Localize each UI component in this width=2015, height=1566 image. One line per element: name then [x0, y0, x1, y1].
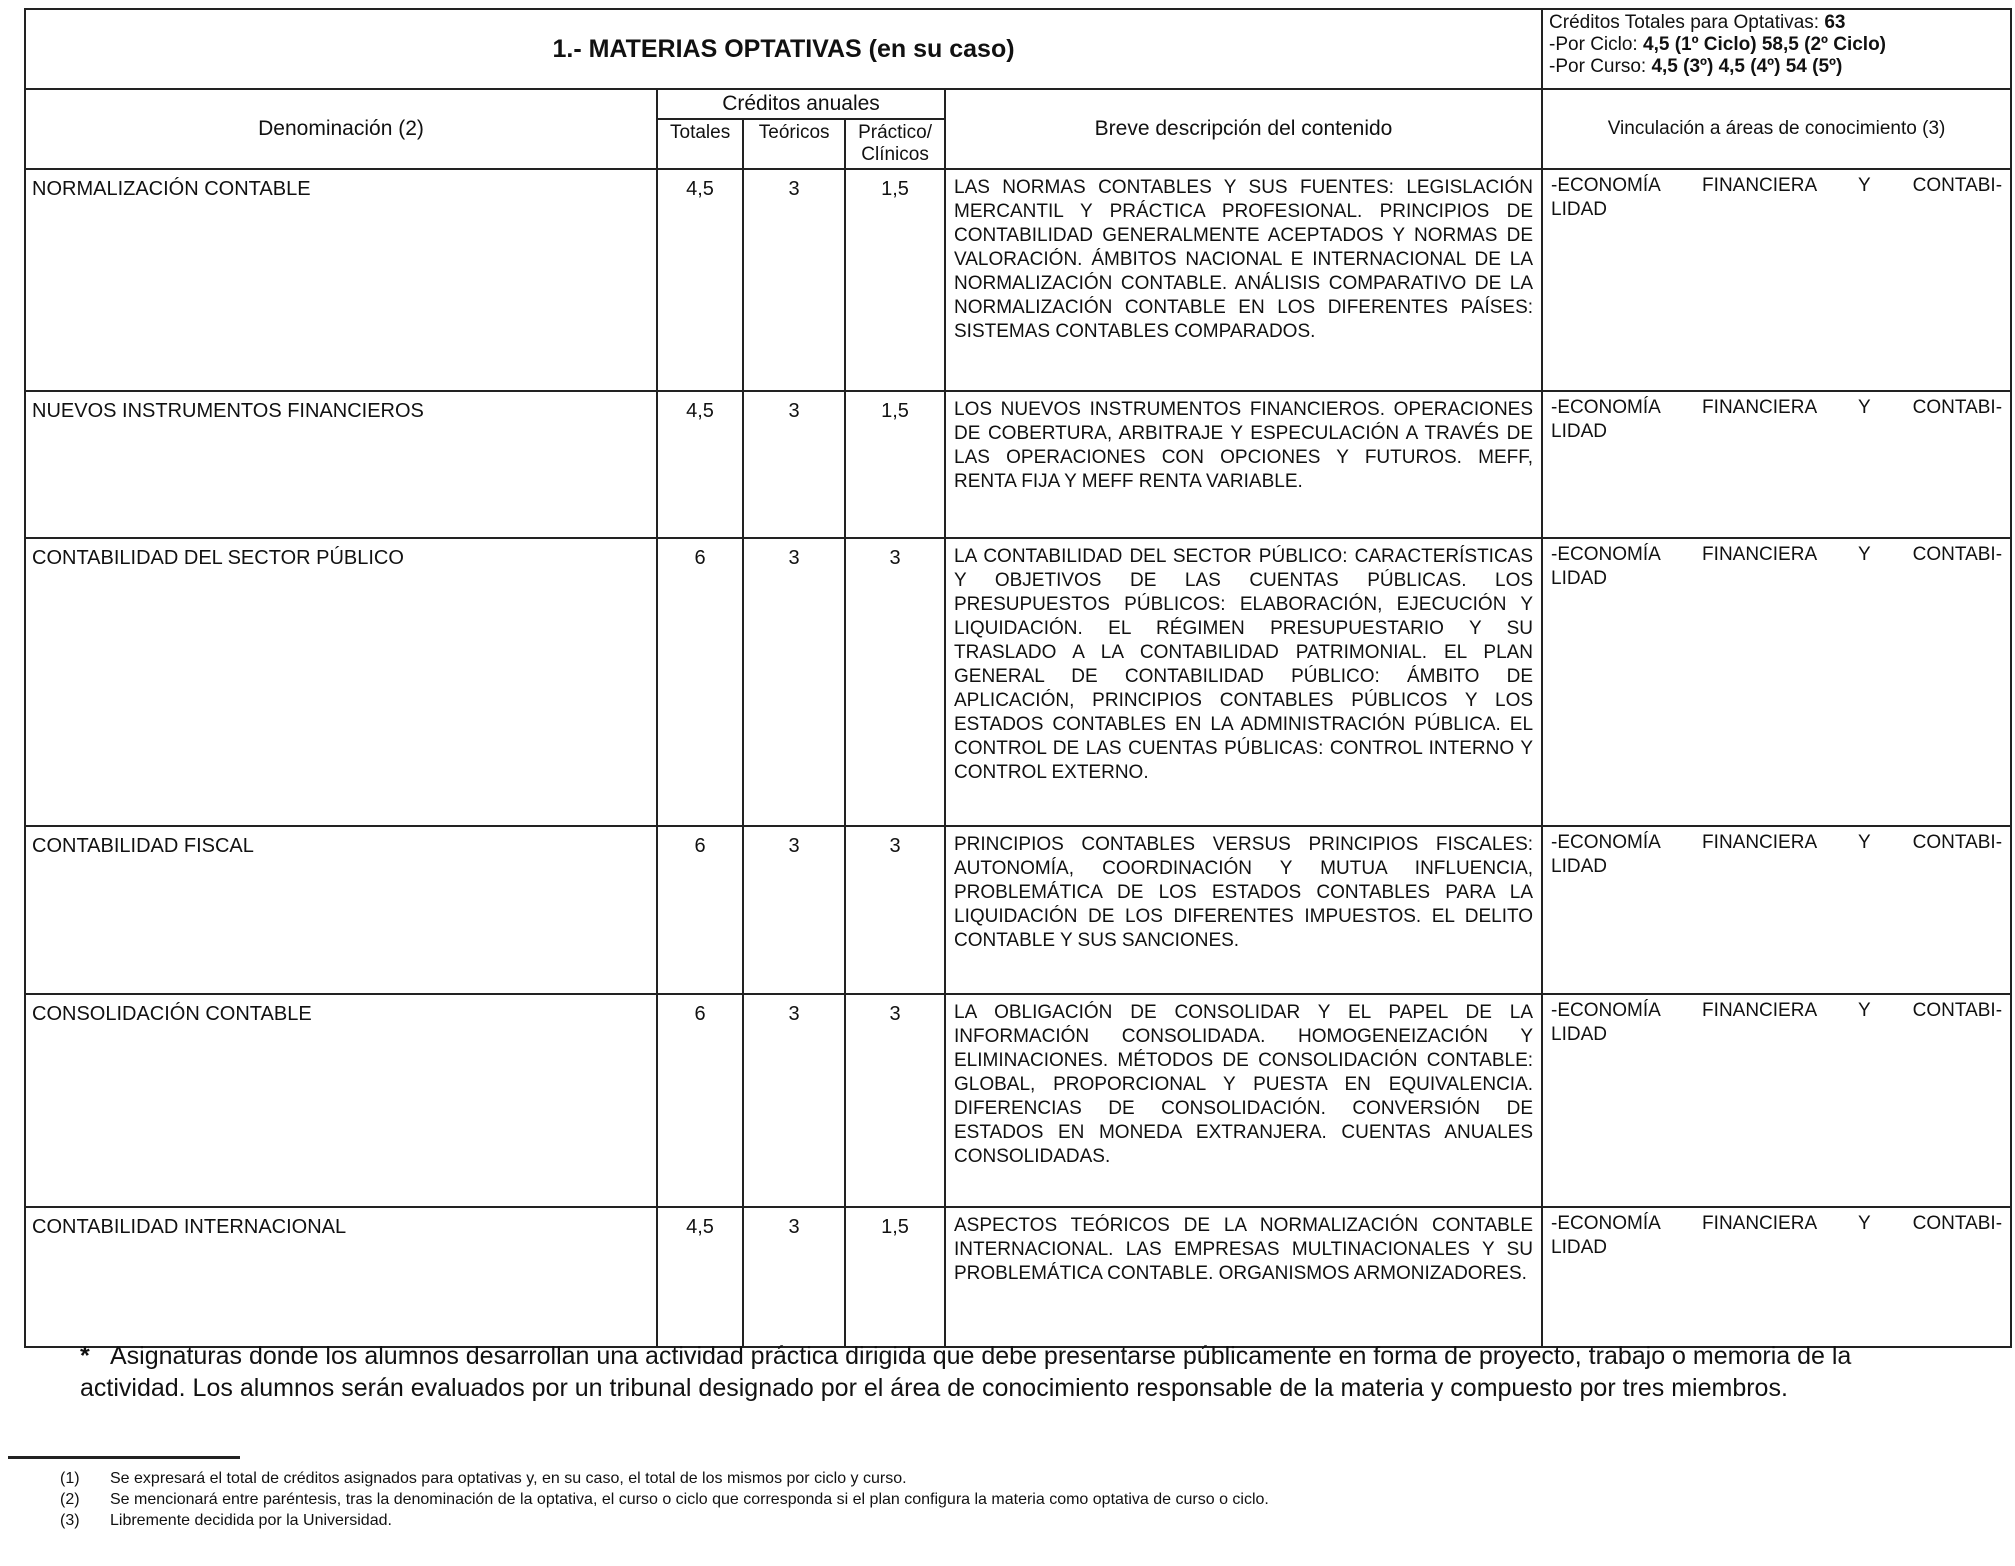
row-name: CONTABILIDAD INTERNACIONAL: [25, 1207, 657, 1347]
row-description: LAS NORMAS CONTABLES Y SUS FUENTES: LEGISLACIÓN MERCANTIL Y PRÁCTICA PROFESIONAL. PRINCIPIOS DE CONTABILIDAD GENERALMENTE ACEPTADOS Y NORMAS DE VALORACIÓN. ÁMBITOS NACIONAL E INTERNACIONAL DE LA NORMALIZACIÓN CONTABLE. ANÁLISIS COMPARATIVO DE LA NORMALIZACIÓN CONTABLE EN LOS DIFERENTES PAÍSES: SISTEMAS CONTABLES COMPARADOS.: [945, 169, 1542, 391]
col-vinculacion: Vinculación a áreas de conocimiento (3): [1542, 89, 2011, 169]
row-teoricos: 3: [743, 169, 845, 391]
col-practicos: Práctico/ Clínicos: [844, 120, 944, 168]
row-practicos: 1,5: [845, 169, 945, 391]
table-row: [25, 826, 2011, 994]
row-description: ASPECTOS TEÓRICOS DE LA NORMALIZACIÓN CONTABLE INTERNACIONAL. LAS EMPRESAS MULTINACIONALES Y SU PROBLEMÁTICA CONTABLE. ORGANISMOS ARMONIZADORES.: [945, 1207, 1542, 1347]
col-descripcion: Breve descripción del contenido: [945, 89, 1542, 169]
col-denominacion: Denominación (2): [25, 89, 657, 169]
por-ciclo-label: -Por Ciclo:: [1549, 34, 1638, 55]
document-sheet: [24, 8, 2010, 1348]
row-area-line2: LIDAD: [1551, 199, 1607, 220]
col-teoricos: Teóricos: [742, 120, 844, 168]
footnote-item: [60, 1468, 1269, 1489]
row-description: LA OBLIGACIÓN DE CONSOLIDAR Y EL PAPEL DE LA INFORMACIÓN CONSOLIDADA. HOMOGENEIZACIÓN Y ELIMINACIONES. MÉTODOS DE CONSOLIDACIÓN CONTABLE: GLOBAL, PROPORCIONAL Y PUESTA EN EQUIVALENCIA. DIFERENCIAS DE CONSOLIDACIÓN. CONVERSIÓN DE ESTADOS EN MONEDA EXTRANJERA. CUENTAS ANUALES CONSOLIDADAS.: [945, 994, 1542, 1207]
footnote-text: Libremente decidida por la Universidad.: [110, 1512, 392, 1529]
row-totales: 4,5: [657, 169, 743, 391]
row-area-line1: -ECONOMÍA FINANCIERA Y CONTABI-: [1551, 832, 2003, 853]
row-area-line2: LIDAD: [1551, 1237, 1607, 1258]
footnotes-list: [60, 1468, 1269, 1531]
row-name: NUEVOS INSTRUMENTOS FINANCIEROS: [25, 391, 657, 538]
row-area-line1: -ECONOMÍA FINANCIERA Y CONTABI-: [1551, 1000, 2003, 1021]
page-title: 1.- MATERIAS OPTATIVAS (en su caso): [25, 9, 1542, 89]
row-practicos: 3: [845, 994, 945, 1207]
row-practicos: 1,5: [845, 1207, 945, 1347]
asterisk-symbol: *: [80, 1342, 90, 1370]
col-creditos-anuales: Créditos anuales: [658, 90, 944, 120]
totals-label: Créditos Totales para Optativas:: [1549, 12, 1820, 33]
footnote-number: (3): [60, 1512, 80, 1529]
footnote-item: [60, 1489, 1269, 1510]
row-area-line2: LIDAD: [1551, 856, 1607, 877]
row-area-line2: LIDAD: [1551, 421, 1607, 442]
footnote-text: Se mencionará entre paréntesis, tras la denominación de la optativa, el curso o ciclo que corresponda si el plan configura la materia como optativa de curso o ciclo.: [110, 1491, 1269, 1508]
row-area: [1542, 826, 2011, 994]
row-description: PRINCIPIOS CONTABLES VERSUS PRINCIPIOS FISCALES: AUTONOMÍA, COORDINACIÓN Y MUTUA INFLUENCIA, PROBLEMÁTICA DE LOS ESTADOS CONTABLES PARA LA LIQUIDACIÓN DE LOS DIFERENTES IMPUESTOS. EL DELITO CONTABLE Y SUS SANCIONES.: [945, 826, 1542, 994]
row-totales: 6: [657, 826, 743, 994]
col-creditos-group: [657, 89, 945, 169]
row-teoricos: 3: [743, 994, 845, 1207]
row-totales: 6: [657, 538, 743, 826]
row-area-line1: -ECONOMÍA FINANCIERA Y CONTABI-: [1551, 175, 2003, 196]
credit-totals-box: [1542, 9, 2011, 89]
row-area-line2: LIDAD: [1551, 1024, 1607, 1045]
table-row: [25, 169, 2011, 391]
row-description: LOS NUEVOS INSTRUMENTOS FINANCIEROS. OPERACIONES DE COBERTURA, ARBITRAJE Y ESPECULACIÓN A TRAVÉS DE LAS OPERACIONES CON OPCIONES Y FUTUROS. MEFF, RENTA FIJA Y MEFF RENTA VARIABLE.: [945, 391, 1542, 538]
row-teoricos: 3: [743, 1207, 845, 1347]
table-row: [25, 538, 2011, 826]
por-curso-label: -Por Curso:: [1549, 56, 1647, 77]
table-row: [25, 994, 2011, 1207]
row-area-line1: -ECONOMÍA FINANCIERA Y CONTABI-: [1551, 544, 2003, 565]
row-area: [1542, 1207, 2011, 1347]
creditos-subheaders: [658, 120, 944, 168]
row-name: CONSOLIDACIÓN CONTABLE: [25, 994, 657, 1207]
row-area: [1542, 538, 2011, 826]
row-teoricos: 3: [743, 826, 845, 994]
row-name: CONTABILIDAD DEL SECTOR PÚBLICO: [25, 538, 657, 826]
totals-value: 63: [1824, 12, 1846, 33]
row-totales: 6: [657, 994, 743, 1207]
asterisk-footnote: [80, 1340, 1960, 1404]
row-totales: 4,5: [657, 391, 743, 538]
title-row: [25, 9, 2011, 89]
por-curso-value: 4,5 (3º) 4,5 (4º) 54 (5º): [1651, 56, 1843, 77]
row-name: CONTABILIDAD FISCAL: [25, 826, 657, 994]
row-name: NORMALIZACIÓN CONTABLE: [25, 169, 657, 391]
optativas-table: [24, 8, 2012, 1348]
footnote-number: (1): [60, 1470, 80, 1487]
row-area: [1542, 391, 2011, 538]
table-row: [25, 1207, 2011, 1347]
row-description: LA CONTABILIDAD DEL SECTOR PÚBLICO: CARACTERÍSTICAS Y OBJETIVOS DE LAS CUENTAS PÚBLICAS. LOS PRESUPUESTOS PÚBLICOS: ELABORACIÓN, EJECUCIÓN Y LIQUIDACIÓN. EL RÉGIMEN PRESUPUESTARIO Y SU TRASLADO A LA CONTABILIDAD PATRIMONIAL. EL PLAN GENERAL DE CONTABILIDAD PÚBLICO: ÁMBITO DE APLICACIÓN, PRINCIPIOS CONTABLES PÚBLICOS Y LOS ESTADOS CONTABLES EN LA ADMINISTRACIÓN PÚBLICA. EL CONTROL DE LAS CUENTAS PÚBLICAS: CONTROL INTERNO Y CONTROL EXTERNO.: [945, 538, 1542, 826]
footnote-divider: [8, 1456, 240, 1459]
row-area: [1542, 994, 2011, 1207]
row-totales: 4,5: [657, 1207, 743, 1347]
header-row: [25, 89, 2011, 169]
footnote-item: [60, 1510, 1269, 1531]
row-teoricos: 3: [743, 538, 845, 826]
table-row: [25, 391, 2011, 538]
row-practicos: 3: [845, 538, 945, 826]
row-area: [1542, 169, 2011, 391]
row-teoricos: 3: [743, 391, 845, 538]
asterisk-footnote-text: Asignaturas donde los alumnos desarrollan una actividad práctica dirigida que debe presentarse públicamente en forma de proyecto, trabajo o memoria de la actividad. Los alumnos serán evaluados por un tribunal designado por el área de conocimiento responsable de la materia y compuesto por tres miembros.: [80, 1342, 1852, 1402]
por-ciclo-value: 4,5 (1º Ciclo) 58,5 (2º Ciclo): [1643, 34, 1887, 55]
row-practicos: 3: [845, 826, 945, 994]
row-area-line1: -ECONOMÍA FINANCIERA Y CONTABI-: [1551, 397, 2003, 418]
row-area-line1: -ECONOMÍA FINANCIERA Y CONTABI-: [1551, 1213, 2003, 1234]
col-totales: Totales: [670, 122, 731, 143]
row-area-line2: LIDAD: [1551, 568, 1607, 589]
footnote-text: Se expresará el total de créditos asignados para optativas y, en su caso, el total de los mismos por ciclo y curso.: [110, 1470, 907, 1487]
row-practicos: 1,5: [845, 391, 945, 538]
footnote-number: (2): [60, 1491, 80, 1508]
